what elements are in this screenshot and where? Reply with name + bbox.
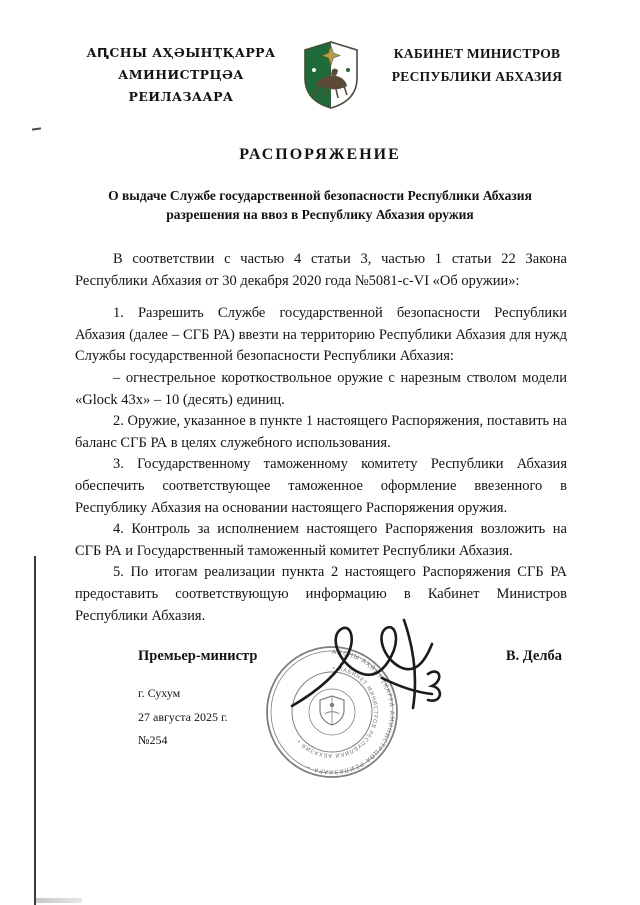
- header-russian-line1: КАБИНЕТ МИНИСТРОВ: [393, 46, 561, 61]
- document-footer: [138, 682, 228, 753]
- paragraph-item-4: 4. Контроль за исполнением настоящего Распоряжения возложить на СГБ РА и Государственный таможенный комитет Республики Абхазия.: [75, 521, 567, 559]
- document-header: [70, 42, 584, 110]
- document-body: [75, 249, 567, 627]
- stamp-outer-ring-text: АԤСНЫ АҲӘЫНҬҚАРРА АМИНИСТРЦӘА РЕИЛАЗААРА •: [305, 648, 396, 776]
- scan-shadow: [36, 898, 82, 903]
- paragraph-item-1: 1. Разрешить Службе государственной безопасности Республики Абхазия (далее – СГБ РА) ввезти на территорию Республики Абхазия для нужд Службы государственной безопасности Республики Абхазия:: [75, 305, 567, 365]
- signature-row: [138, 648, 562, 665]
- paragraph-item-2: 2. Оружие, указанное в пункте 1 настоящего Распоряжения, поставить на баланс СГБ РА в целях служебного использования.: [75, 413, 567, 451]
- header-abkhaz-title: [70, 42, 292, 108]
- header-abkhaz-line2: АМИНИСТРЦӘА РЕИЛАЗААРА: [118, 67, 244, 104]
- footer-date: 27 августа 2025 г.: [138, 709, 228, 724]
- signer-name: В. Делба: [505, 648, 562, 664]
- footer-number: №254: [138, 733, 168, 747]
- stamp-inner-ring-text: • КАБИНЕТ МИНИСТРОВ РЕСПУБЛИКИ АБХАЗИЯ •: [296, 665, 379, 759]
- footer-city: г. Сухум: [138, 686, 181, 700]
- paragraph-intro: В соответствии с частью 4 статьи 3, частью 1 статьи 22 Закона Республики Абхазия от 30 декабря 2020 года №5081-с-VI «Об оружии»:: [75, 251, 567, 289]
- document-subject: [70, 186, 570, 224]
- scan-mark: [32, 127, 41, 130]
- subject-line1: О выдаче Службе государственной безопасности Республики Абхазия: [108, 188, 532, 203]
- document-title: РАСПОРЯЖЕНИЕ: [239, 146, 401, 163]
- paragraph-item-5: 5. По итогам реализации пункта 2 настоящего Распоряжения СГБ РА предоставить соответствующую информацию в Кабинет Министров Республики Абхазия.: [75, 564, 567, 624]
- coat-of-arms-icon: [302, 40, 360, 110]
- header-abkhaz-line1: АԤСНЫ АҲӘЫНҬҚАРРА: [86, 45, 276, 60]
- scan-edge-line: [34, 556, 36, 905]
- header-russian-line2: РЕСПУБЛИКИ АБХАЗИЯ: [391, 69, 563, 84]
- paragraph-item-1a: – огнестрельное короткоствольное оружие с нарезным стволом модели «Glock 43х» – 10 (десять) единиц.: [75, 369, 567, 408]
- paragraph-item-3: 3. Государственному таможенному комитету Республики Абхазия обеспечить соответствующее таможенное оформление ввезенного в Республику Абхазия на основании настоящего Распоряжения оружия.: [75, 456, 567, 516]
- header-russian-title: [370, 42, 584, 88]
- signer-position-title: Премьер-министр: [138, 648, 258, 664]
- subject-line2: разрешения на ввоз в Республику Абхазия оружия: [166, 207, 474, 222]
